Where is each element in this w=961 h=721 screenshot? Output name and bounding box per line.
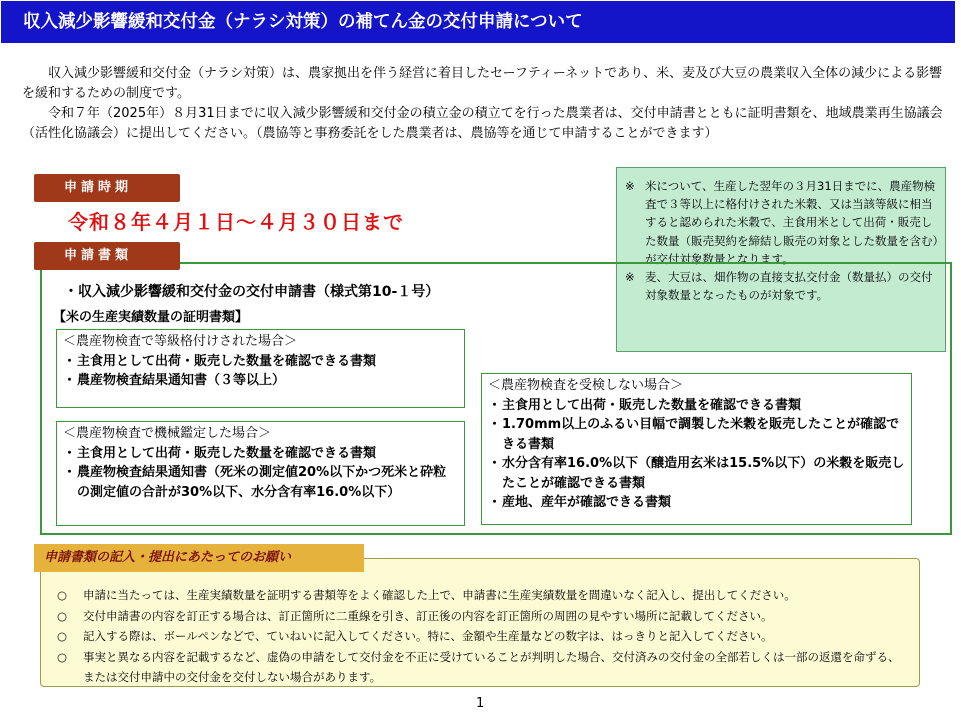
intro-paragraph-2: 令和７年（2025年）８月31日までに収入減少影響緩和交付金の積立金の積立てを行った農業者は、交付申請書とともに証明書類を、地域農業再生協議会（活性化協議会）に提出してください。（農協等と事務委託をした農業者は、農協等を通じて申請することができます） bbox=[22, 106, 943, 141]
page-title: 収入減少影響緩和交付金（ナラシ対策）の補てん金の交付申請について bbox=[1, 1, 955, 43]
list-item: ・ 主食用として出荷・販売した数量を確認できる書類 bbox=[488, 397, 802, 413]
list-item: ・ 1.70mm以上のふるい目幅で調製した米穀を販売したことが確認できる書類 bbox=[488, 417, 900, 452]
list-item: ・ 水分含有率16.0%以下（醸造用玄米は15.5%以下）の米穀を販売したことが確認できる書類 bbox=[488, 456, 905, 491]
no-inspection-box bbox=[481, 373, 912, 525]
application-documents-tab: 申請書類 bbox=[34, 242, 180, 270]
request-item: ○ 記入する際は、ボールペンなどで、ていねいに記入してください。特に、金額や生産量などの数字は、はっきりと記入してください。 bbox=[57, 629, 773, 643]
note-text: 米について、生産した翌年の３月31日までに、農産物検査で３等以上に格付けされた米穀、又は当該等級に相当すると認められた米穀で、主食用米として出荷・販売した数量（販売契約を締結し販売の対象とした数量を含む）が交付対象数量となります。 bbox=[645, 179, 939, 266]
list-item: ・ 農産物検査結果通知書（死米の測定値20%以下かつ死米と砕粒の測定値の合計が30%以下、水分含有率16.0%以下） bbox=[63, 465, 447, 500]
box-lead: ＜農産物検査で機械鑑定した場合＞ bbox=[63, 426, 272, 441]
note-mark: ※ bbox=[625, 270, 635, 285]
box-lead: ＜農産物検査で等級格付けされた場合＞ bbox=[63, 334, 298, 349]
rice-proof-heading: 【米の生産実績数量の証明書類】 bbox=[53, 310, 249, 325]
application-period-tab: 申請時期 bbox=[34, 174, 180, 202]
intro-paragraph-1: 収入減少影響緩和交付金（ナラシ対策）は、農家拠出を伴う経営に着目したセーフティーネットであり、米、麦及び大豆の農業収入全体の減少による影響を緩和するための制度です。 bbox=[22, 66, 943, 101]
graded-inspection-box bbox=[56, 329, 465, 408]
requests-box bbox=[40, 558, 920, 687]
application-form-title: ・収入減少影響緩和交付金の交付申請書（様式第10-１号） bbox=[64, 284, 440, 300]
request-item: ○ 申請に当たっては、生産実績数量を証明する書類等をよく確認した上で、申請書に生産実績数量を間違いなく記入し、提出してください。 bbox=[57, 588, 796, 602]
list-item: ・ 主食用として出荷・販売した数量を確認できる書類 bbox=[63, 445, 377, 461]
request-item: ○ 交付申請書の内容を訂正する場合は、訂正箇所に二重線を引き、訂正後の内容を訂正箇所の周囲の見やすい場所に記載してください。 bbox=[57, 608, 773, 623]
list-item: ・ 産地、産年が確認できる書類 bbox=[488, 495, 672, 510]
requests-tab: 申請書類の記入・提出にあたってのお願い bbox=[34, 544, 364, 572]
request-item: ○ 事実と異なる内容を記載するなど、虚偽の申請をして交付金を不正に受けていることが判明した場合、交付済みの交付金の全部若しくは一部の返還を命ずる、または交付申請中の交付金を交付しない場合があります。 bbox=[57, 649, 900, 684]
machine-inspection-box bbox=[56, 421, 465, 526]
list-item: ・ 主食用として出荷・販売した数量を確認できる書類 bbox=[63, 353, 377, 369]
note-rice bbox=[625, 177, 939, 268]
list-item: ・ 農産物検査結果通知書（３等以上） bbox=[63, 373, 286, 388]
application-period-date: 令和８年４月１日～４月３０日まで bbox=[68, 210, 404, 234]
box-lead: ＜農産物検査を受検しない場合＞ bbox=[488, 378, 684, 393]
note-text: 麦、大豆は、畑作物の直接支払交付金（数量払）の交付対象数量となったものが対象です。 bbox=[645, 270, 933, 303]
page-number: 1 bbox=[476, 696, 485, 711]
note-mark: ※ bbox=[625, 179, 635, 193]
